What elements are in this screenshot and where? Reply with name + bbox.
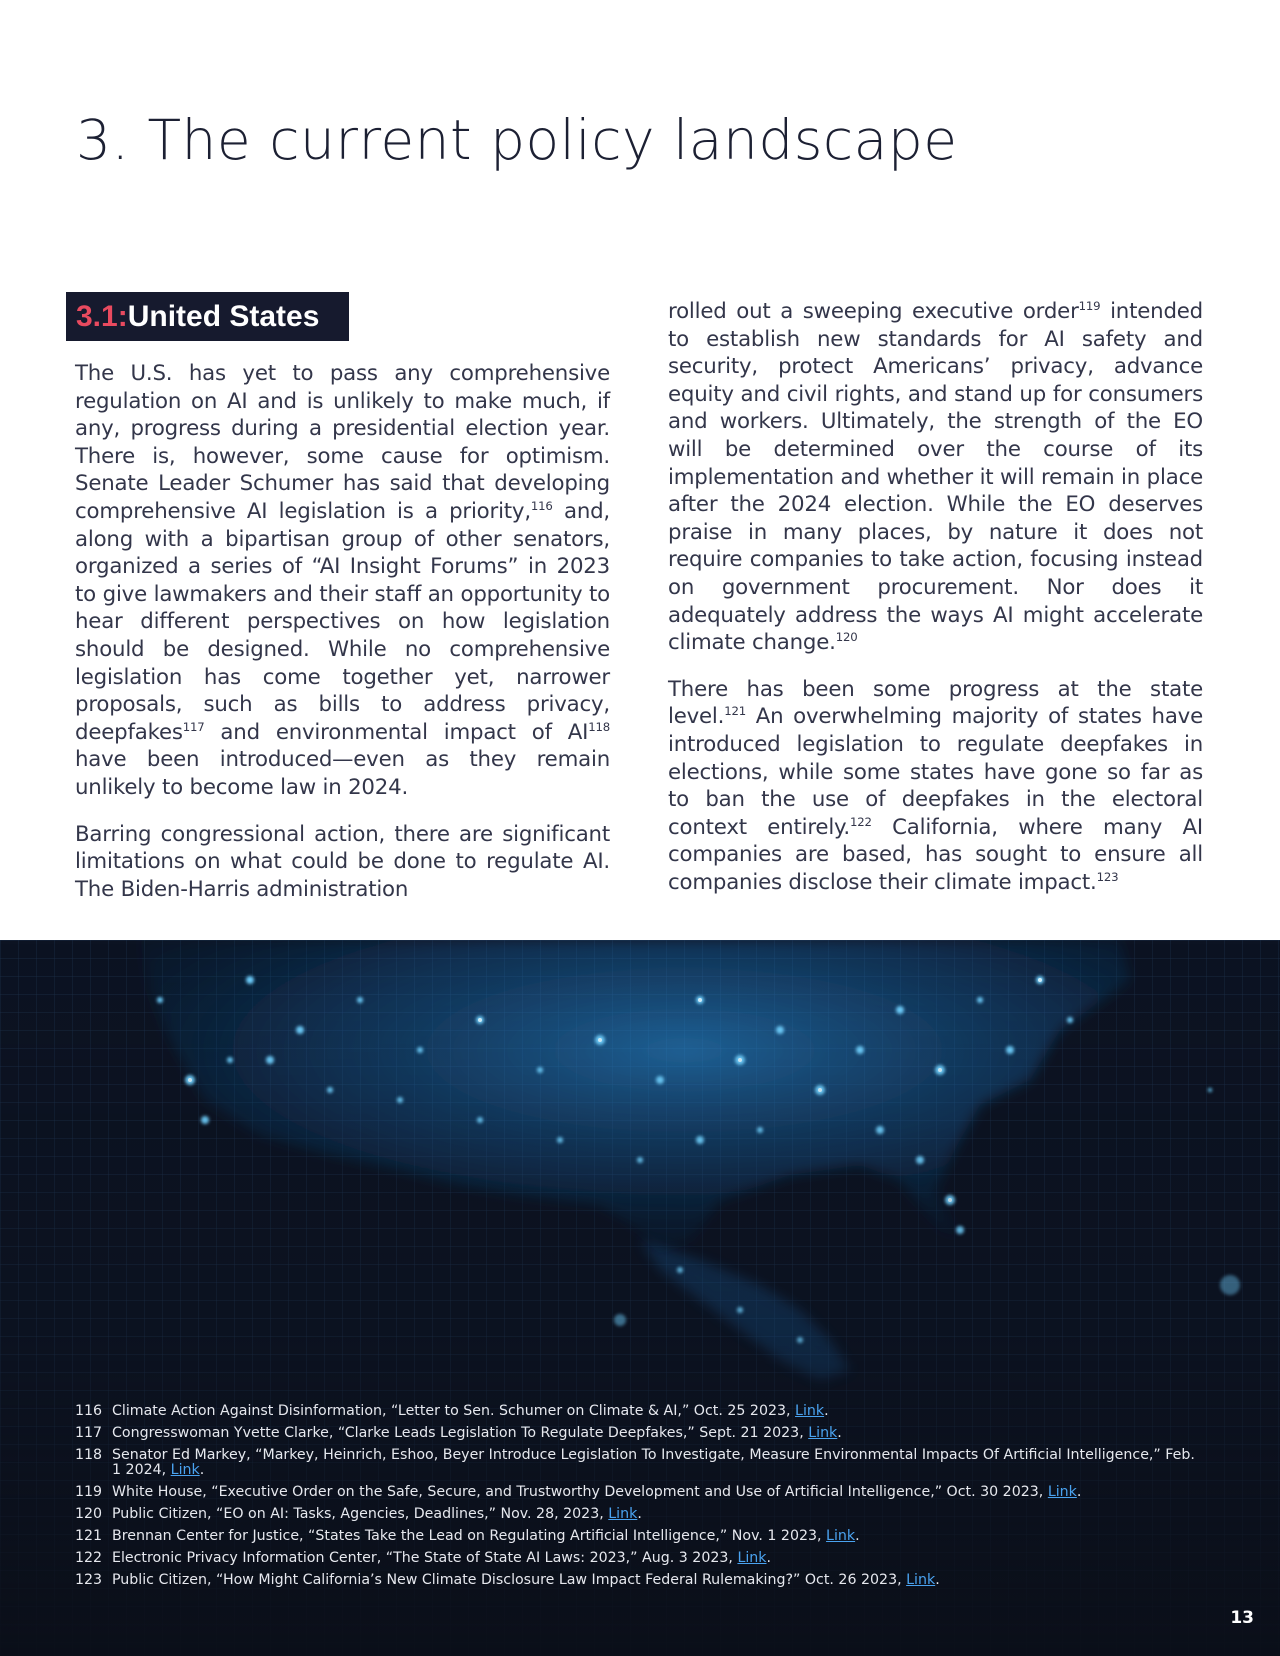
footnote-number: 123	[75, 1572, 103, 1588]
section-name: United States	[127, 299, 320, 333]
footnote-ref[interactable]: 118	[588, 719, 610, 734]
footnote: 123 Public Citizen, “How Might California’s New Climate Disclosure Law Impact Federal Rulemaking?” Oct. 26 2023, Link.	[75, 1572, 940, 1588]
footnote: 119 White House, “Executive Order on the Safe, Secure, and Trustworthy Development and Use of Artificial Intelligence,” Oct. 30 2023, Link.	[75, 1484, 1082, 1500]
paragraph: There has been some progress at the state level.$^{121}$ An overwhelming majority of states have introduced legislation to regulate deepfakes in elections, while some states have gone so far as to ban the use of deepfakes in the electoral context entirely.$^{122}$ California, where many AI companies are based, has sought to ensure all companies disclose their climate impact.$^{123}$	[668, 676, 1203, 895]
footnote-number: 121	[75, 1528, 103, 1544]
footnote: 118 Senator Ed Markey, “Markey, Heinrich, Eshoo, Beyer Introduce Legislation To Investigate, Measure Environmental Impacts Of Artificial Intelligence,” Feb. 1 2024, Link.	[75, 1447, 1195, 1478]
footnote-ref[interactable]: 119	[1078, 298, 1101, 313]
footnote-link[interactable]: Link	[170, 1462, 200, 1478]
body-column-right	[668, 298, 1203, 915]
footnote-ref[interactable]: 120	[835, 630, 858, 645]
footnote-number: 116	[75, 1403, 103, 1419]
footnote-number: 118	[75, 1447, 103, 1463]
section-heading	[66, 292, 349, 341]
page-title: 3. The current policy landscape	[76, 108, 958, 172]
footnote-ref[interactable]: 123	[1096, 869, 1119, 884]
footnote-number: 120	[75, 1506, 103, 1522]
page-number: 13	[1230, 1608, 1254, 1628]
footnote-link[interactable]: Link	[808, 1425, 838, 1441]
footnote-ref[interactable]: 116	[530, 498, 553, 513]
footnote-link[interactable]: Link	[906, 1572, 936, 1588]
footnote-link[interactable]: Link	[795, 1403, 825, 1419]
paragraph: Barring congressional action, there are significant limitations on what could be done to regulate AI. The Biden-Harris administration	[75, 821, 610, 902]
body-column-left	[75, 360, 610, 922]
footnote-link[interactable]: Link	[608, 1506, 638, 1522]
footnote-ref[interactable]: 117	[182, 719, 205, 734]
footnote-number: 117	[75, 1425, 103, 1441]
footnote: 116 Climate Action Against Disinformation, “Letter to Sen. Schumer on Climate & AI,” Oct. 25 2023, Link.	[75, 1403, 829, 1419]
footnote: 122 Electronic Privacy Information Center, “The State of State AI Laws: 2023,” Aug. 3 2023, Link.	[75, 1550, 772, 1566]
footnotes	[75, 1404, 1205, 1595]
paragraph: rolled out a sweeping executive order$^{119}$ intended to establish new standards for AI safety and security, protect Americans’ privacy, advance equity and civil rights, and stand up for consumers and workers. Ultimately, the strength of the EO will be determined over the course of its implementation and whether it will remain in place after the 2024 election. While the EO deserves praise in many places, by nature it does not require companies to take action, focusing instead on government procurement. Nor does it adequately address the ways AI might accelerate climate change.$^{120}$	[668, 298, 1203, 656]
footnote: 120 Public Citizen, “EO on AI: Tasks, Agencies, Deadlines,” Nov. 28, 2023, Link.	[75, 1506, 642, 1522]
footnote-number: 119	[75, 1484, 103, 1500]
footnote-link[interactable]: Link	[826, 1528, 856, 1544]
section-number: 3.1:	[76, 299, 128, 333]
footnote: 117 Congresswoman Yvette Clarke, “Clarke Leads Legislation To Regulate Deepfakes,” Sept. 21 2023, Link.	[75, 1425, 842, 1441]
footnote: 121 Brennan Center for Justice, “States Take the Lead on Regulating Artificial Intelligence,” Nov. 1 2023, Link.	[75, 1528, 860, 1544]
paragraph: The U.S. has yet to pass any comprehensive regulation on AI and is unlikely to make much, if any, progress during a presidential election year. There is, however, some cause for optimism. Senate Leader Schumer has said that developing comprehensive AI legislation is a priority,$^{116}$ and, along with a bipartisan group of other senators, organized a series of “AI Insight Forums” in 2023 to give lawmakers and their staff an opportunity to hear different perspectives on how legislation should be designed. While no comprehensive legislation has come together yet, narrower proposals, such as bills to address privacy, deepfakes$^{117}$ and environmental impact of AI$^{118}$ have been introduced—even as they remain unlikely to become law in 2024.	[75, 361, 610, 800]
footnote-link[interactable]: Link	[737, 1550, 767, 1566]
footnote-link[interactable]: Link	[1047, 1484, 1077, 1500]
footnote-number: 122	[75, 1550, 103, 1566]
footnote-ref[interactable]: 122	[849, 814, 872, 829]
footnote-ref[interactable]: 121	[724, 704, 746, 719]
